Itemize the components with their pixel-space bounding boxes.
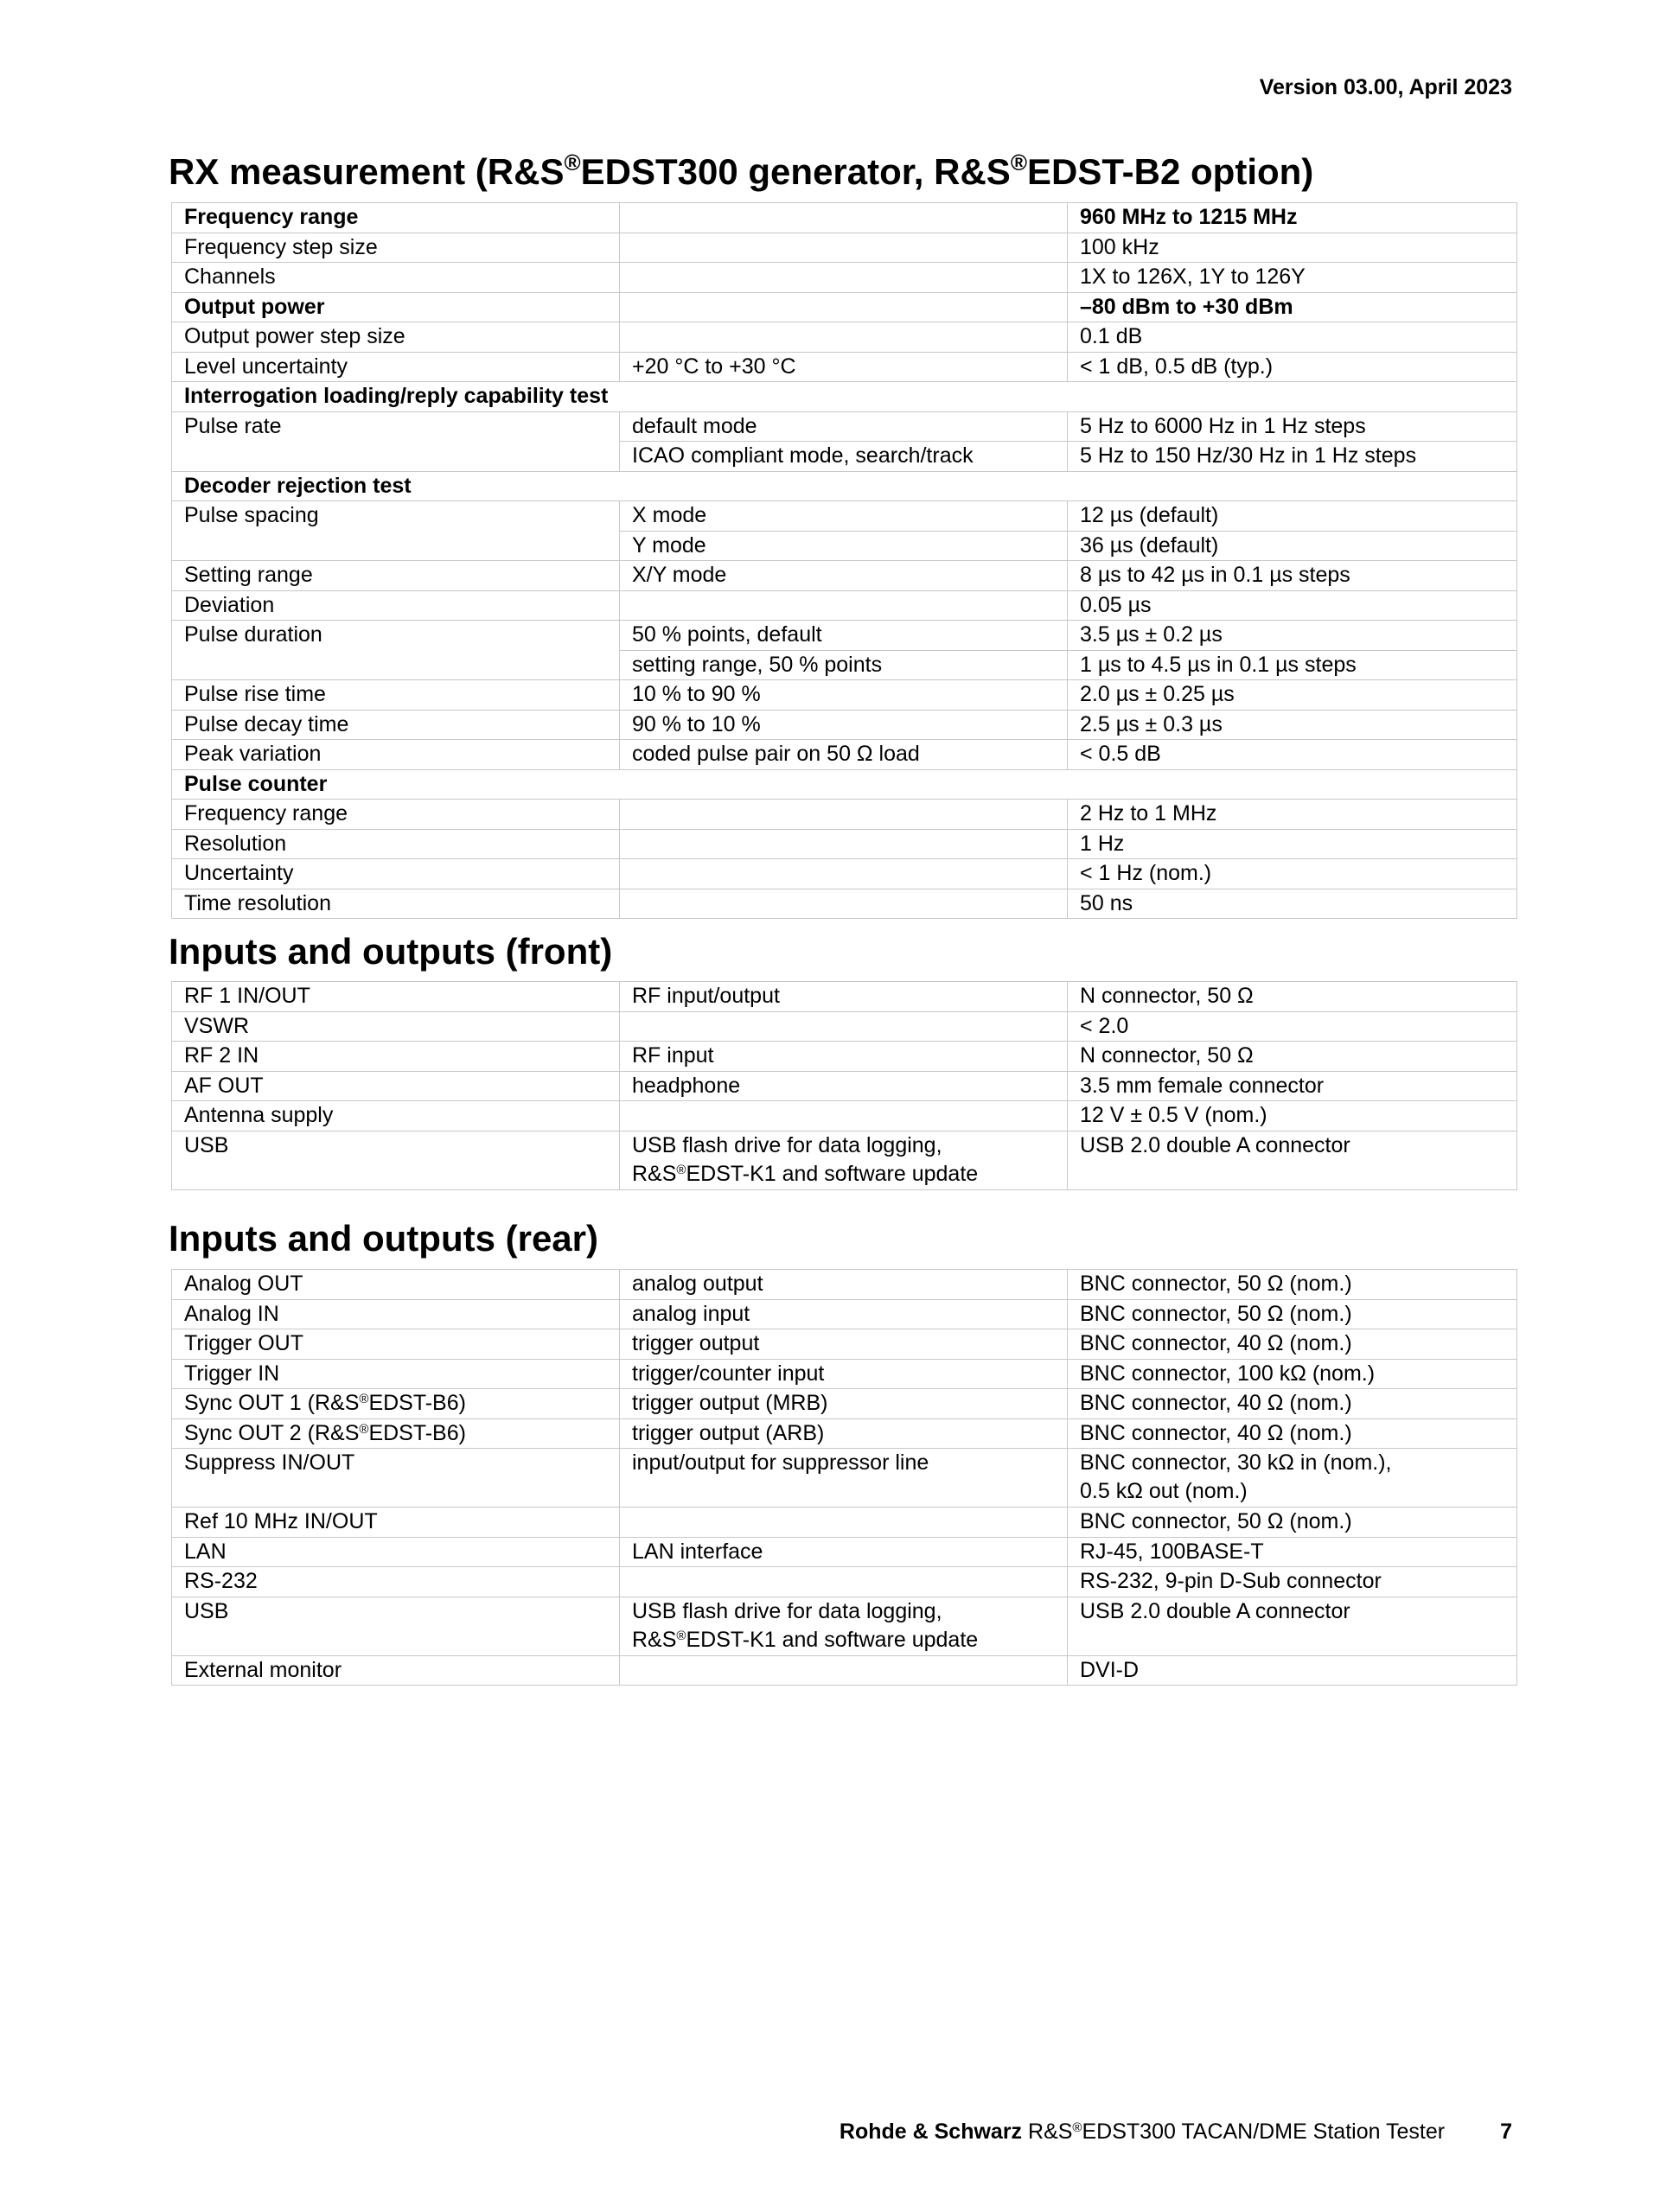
- io-port: USB: [172, 1131, 620, 1189]
- table-row: [172, 1101, 1517, 1131]
- table-row: [172, 829, 1517, 859]
- spec-label: Uncertainty: [172, 859, 620, 889]
- table-row: [172, 1655, 1517, 1686]
- io-connector: 3.5 mm female connector: [1068, 1071, 1517, 1101]
- spec-value: 8 µs to 42 µs in 0.1 µs steps: [1068, 561, 1517, 591]
- table-row: [172, 1299, 1517, 1329]
- section-title-inputs-outputs-rear: Inputs and outputs (rear): [169, 1218, 598, 1259]
- spec-label: Output power step size: [172, 322, 620, 353]
- spec-label: Frequency range: [172, 203, 620, 233]
- registered-mark: ®: [564, 150, 581, 175]
- io-connector: DVI-D: [1068, 1655, 1517, 1686]
- spec-value: 0.05 µs: [1068, 590, 1517, 621]
- spec-condition: [620, 322, 1068, 353]
- io-port: Analog IN: [172, 1299, 620, 1329]
- port-text: Sync OUT 2 (R&S: [184, 1420, 360, 1445]
- title-text: EDST300 generator, R&S: [580, 151, 1011, 192]
- connector-line: BNC connector, 30 kΩ in (nom.),: [1080, 1450, 1392, 1475]
- spec-label: Resolution: [172, 829, 620, 859]
- io-function: analog output: [620, 1270, 1068, 1300]
- spec-condition: [620, 889, 1068, 919]
- table-row: [172, 292, 1517, 322]
- table-row: [172, 1449, 1517, 1508]
- table-row: [172, 411, 1517, 442]
- registered-mark: ®: [676, 1628, 686, 1643]
- io-function: [620, 1655, 1068, 1686]
- section-title-inputs-outputs-front: Inputs and outputs (front): [169, 931, 613, 972]
- table-row: [172, 1131, 1517, 1189]
- spec-value: 50 ns: [1068, 889, 1517, 919]
- io-function: trigger output (ARB): [620, 1418, 1068, 1449]
- table-row: [172, 982, 1517, 1012]
- spec-condition: [620, 800, 1068, 830]
- io-port: [172, 1418, 620, 1449]
- spec-value: 2.5 µs ± 0.3 µs: [1068, 710, 1517, 740]
- io-function: [620, 1597, 1068, 1655]
- io-function: [620, 1101, 1068, 1131]
- table-row: [172, 1567, 1517, 1597]
- spec-label: Peak variation: [172, 740, 620, 770]
- table-row: [172, 1537, 1517, 1567]
- spec-value: –80 dBm to +30 dBm: [1068, 292, 1517, 322]
- io-connector: RS-232, 9-pin D-Sub connector: [1068, 1567, 1517, 1597]
- table-row: [172, 1329, 1517, 1360]
- port-text: EDST-B6): [368, 1391, 466, 1415]
- io-port: Analog OUT: [172, 1270, 620, 1300]
- io-function: [620, 1508, 1068, 1538]
- table-row: [172, 621, 1517, 651]
- spec-condition: setting range, 50 % points: [620, 650, 1068, 680]
- table-row: [172, 1071, 1517, 1101]
- registered-mark: ®: [359, 1392, 369, 1406]
- function-line: USB flash drive for data logging,: [632, 1598, 942, 1623]
- table-row: [172, 233, 1517, 263]
- table-row: [172, 263, 1517, 293]
- spec-condition: [620, 859, 1068, 889]
- io-port: Suppress IN/OUT: [172, 1449, 620, 1508]
- io-connector: USB 2.0 double A connector: [1068, 1597, 1517, 1655]
- spec-label: Time resolution: [172, 889, 620, 919]
- spec-label: Output power: [172, 292, 620, 322]
- spec-condition: X/Y mode: [620, 561, 1068, 591]
- spec-condition: default mode: [620, 411, 1068, 442]
- spec-value: < 1 Hz (nom.): [1068, 859, 1517, 889]
- footer-brand: Rohde & Schwarz: [839, 2120, 1023, 2144]
- port-text: Sync OUT 1 (R&S: [184, 1391, 360, 1415]
- spec-value: 1 Hz: [1068, 829, 1517, 859]
- spec-label: Channels: [172, 263, 620, 293]
- table-row: [172, 1597, 1517, 1655]
- io-connector: BNC connector, 50 Ω (nom.): [1068, 1508, 1517, 1538]
- spec-value: 2.0 µs ± 0.25 µs: [1068, 680, 1517, 711]
- io-port: USB: [172, 1597, 620, 1655]
- io-function: trigger output (MRB): [620, 1389, 1068, 1419]
- spec-condition: [620, 203, 1068, 233]
- title-text: EDST-B2 option): [1026, 151, 1314, 192]
- io-port: RF 2 IN: [172, 1042, 620, 1072]
- subheading-interrogation-loading: Interrogation loading/reply capability test: [172, 382, 1517, 412]
- spec-value: 5 Hz to 150 Hz/30 Hz in 1 Hz steps: [1068, 442, 1517, 472]
- spec-condition: 10 % to 90 %: [620, 680, 1068, 711]
- spec-label: [172, 442, 620, 472]
- spec-label: Pulse duration: [172, 621, 620, 651]
- spec-label: Frequency step size: [172, 233, 620, 263]
- spec-value: 1 µs to 4.5 µs in 0.1 µs steps: [1068, 650, 1517, 680]
- io-connector: N connector, 50 Ω: [1068, 1042, 1517, 1072]
- io-function: [620, 1131, 1068, 1189]
- table-row: [172, 561, 1517, 591]
- table-row: [172, 680, 1517, 711]
- table-subheading-row: [172, 382, 1517, 412]
- spec-condition: coded pulse pair on 50 Ω load: [620, 740, 1068, 770]
- io-connector: N connector, 50 Ω: [1068, 982, 1517, 1012]
- registered-mark: ®: [1072, 2120, 1082, 2135]
- table-row: [172, 1011, 1517, 1042]
- spec-condition: Y mode: [620, 531, 1068, 561]
- table-row: [172, 203, 1517, 233]
- table-row: [172, 710, 1517, 740]
- spec-value: 36 µs (default): [1068, 531, 1517, 561]
- table-row: [172, 1359, 1517, 1389]
- io-function: RF input/output: [620, 982, 1068, 1012]
- spec-label: Level uncertainty: [172, 352, 620, 382]
- spec-value: 1X to 126X, 1Y to 126Y: [1068, 263, 1517, 293]
- connector-line: 0.5 kΩ out (nom.): [1080, 1479, 1248, 1503]
- io-port: VSWR: [172, 1011, 620, 1042]
- spec-value: 3.5 µs ± 0.2 µs: [1068, 621, 1517, 651]
- spec-label: Pulse decay time: [172, 710, 620, 740]
- table-row: [172, 1042, 1517, 1072]
- spec-value: < 1 dB, 0.5 dB (typ.): [1068, 352, 1517, 382]
- io-function: LAN interface: [620, 1537, 1068, 1567]
- io-port: [172, 1389, 620, 1419]
- io-connector: USB 2.0 double A connector: [1068, 1131, 1517, 1189]
- io-function: RF input: [620, 1042, 1068, 1072]
- io-function: trigger/counter input: [620, 1359, 1068, 1389]
- spec-condition: 50 % points, default: [620, 621, 1068, 651]
- io-function: trigger output: [620, 1329, 1068, 1360]
- io-port: Trigger IN: [172, 1359, 620, 1389]
- spec-label: Pulse rise time: [172, 680, 620, 711]
- spec-label: Deviation: [172, 590, 620, 621]
- io-port: LAN: [172, 1537, 620, 1567]
- spec-value: 100 kHz: [1068, 233, 1517, 263]
- table-row: [172, 1389, 1517, 1419]
- table-subheading-row: [172, 769, 1517, 800]
- table-row: [172, 1418, 1517, 1449]
- io-connector: 12 V ± 0.5 V (nom.): [1068, 1101, 1517, 1131]
- io-port: External monitor: [172, 1655, 620, 1686]
- table-row: [172, 889, 1517, 919]
- io-port: AF OUT: [172, 1071, 620, 1101]
- title-text: RX measurement (R&S: [169, 151, 565, 192]
- io-port: RF 1 IN/OUT: [172, 982, 620, 1012]
- spec-value: 0.1 dB: [1068, 322, 1517, 353]
- io-function: [620, 1567, 1068, 1597]
- io-connector: RJ-45, 100BASE-T: [1068, 1537, 1517, 1567]
- io-port: RS-232: [172, 1567, 620, 1597]
- io-function: headphone: [620, 1071, 1068, 1101]
- io-connector: BNC connector, 40 Ω (nom.): [1068, 1389, 1517, 1419]
- spec-condition: [620, 233, 1068, 263]
- function-line: EDST-K1 and software update: [686, 1161, 979, 1186]
- port-text: EDST-B6): [368, 1420, 466, 1445]
- spec-label: Pulse rate: [172, 411, 620, 442]
- spec-condition: X mode: [620, 501, 1068, 532]
- table-row: [172, 531, 1517, 561]
- subheading-decoder-rejection: Decoder rejection test: [172, 471, 1517, 501]
- footer-product: EDST300 TACAN/DME Station Tester: [1082, 2120, 1446, 2144]
- io-connector: BNC connector, 40 Ω (nom.): [1068, 1418, 1517, 1449]
- spec-condition: +20 °C to +30 °C: [620, 352, 1068, 382]
- spec-value: 12 µs (default): [1068, 501, 1517, 532]
- spec-condition: 90 % to 10 %: [620, 710, 1068, 740]
- registered-mark: ®: [359, 1421, 369, 1437]
- io-port: Trigger OUT: [172, 1329, 620, 1360]
- spec-condition: [620, 263, 1068, 293]
- table-row: [172, 322, 1517, 353]
- table-row: [172, 442, 1517, 472]
- function-line: R&S: [632, 1161, 677, 1186]
- registered-mark: ®: [676, 1162, 686, 1177]
- io-port: Antenna supply: [172, 1101, 620, 1131]
- table-row: [172, 800, 1517, 830]
- io-connector: [1068, 1449, 1517, 1508]
- spec-value: < 0.5 dB: [1068, 740, 1517, 770]
- table-row: [172, 650, 1517, 680]
- table-row: [172, 590, 1517, 621]
- io-connector: BNC connector, 50 Ω (nom.): [1068, 1270, 1517, 1300]
- io-connector: BNC connector, 50 Ω (nom.): [1068, 1299, 1517, 1329]
- table-row: [172, 740, 1517, 770]
- table-row: [172, 501, 1517, 532]
- io-function: input/output for suppressor line: [620, 1449, 1068, 1508]
- function-line: R&S: [632, 1627, 677, 1652]
- section-title-rx-measurement: [169, 150, 1313, 194]
- document-version: Version 03.00, April 2023: [1259, 75, 1512, 99]
- spec-condition: [620, 590, 1068, 621]
- io-connector: < 2.0: [1068, 1011, 1517, 1042]
- table-subheading-row: [172, 471, 1517, 501]
- subheading-pulse-counter: Pulse counter: [172, 769, 1517, 800]
- io-connector: BNC connector, 100 kΩ (nom.): [1068, 1359, 1517, 1389]
- registered-mark: ®: [1010, 150, 1027, 175]
- spec-value: 5 Hz to 6000 Hz in 1 Hz steps: [1068, 411, 1517, 442]
- spec-condition: [620, 829, 1068, 859]
- front-io-table: [171, 981, 1517, 1190]
- spec-label: [172, 531, 620, 561]
- io-function: analog input: [620, 1299, 1068, 1329]
- function-line: EDST-K1 and software update: [686, 1627, 979, 1652]
- spec-condition: ICAO compliant mode, search/track: [620, 442, 1068, 472]
- rx-measurement-table: [171, 202, 1517, 919]
- spec-label: [172, 650, 620, 680]
- spec-label: Setting range: [172, 561, 620, 591]
- spec-value: 2 Hz to 1 MHz: [1068, 800, 1517, 830]
- spec-label: Frequency range: [172, 800, 620, 830]
- io-connector: BNC connector, 40 Ω (nom.): [1068, 1329, 1517, 1360]
- page-footer: [840, 2117, 1512, 2146]
- spec-label: Pulse spacing: [172, 501, 620, 532]
- table-row: [172, 1508, 1517, 1538]
- table-row: [172, 859, 1517, 889]
- page-number: 7: [1500, 2120, 1512, 2144]
- function-line: USB flash drive for data logging,: [632, 1132, 942, 1157]
- spec-condition: [620, 292, 1068, 322]
- spec-value: 960 MHz to 1215 MHz: [1068, 203, 1517, 233]
- io-function: [620, 1011, 1068, 1042]
- table-row: [172, 1270, 1517, 1300]
- io-port: Ref 10 MHz IN/OUT: [172, 1508, 620, 1538]
- rear-io-table: [171, 1269, 1517, 1686]
- table-row: [172, 352, 1517, 382]
- footer-product: R&S: [1022, 2120, 1073, 2144]
